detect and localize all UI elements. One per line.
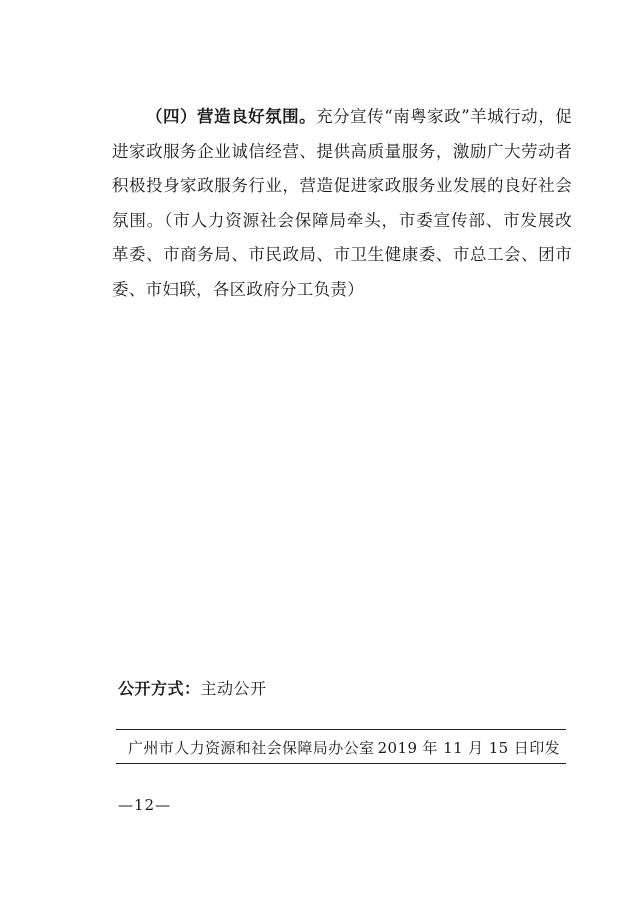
page-number: —12— xyxy=(118,796,172,814)
issuer-line xyxy=(128,737,560,758)
issuer-name: 广州市人力资源和社会保障局办公室 xyxy=(128,739,375,757)
section-heading: （四）营造良好氛围。 xyxy=(146,107,317,126)
disclosure-line xyxy=(118,676,267,699)
issue-date: 2019 年 11 月 15 日印发 xyxy=(377,739,560,757)
disclosure-value: 主动公开 xyxy=(200,679,267,698)
section-paragraph xyxy=(112,100,572,307)
disclosure-label: 公开方式： xyxy=(118,679,201,698)
footer-top-rule xyxy=(116,729,566,730)
section-text: 充分宣传“南粤家政”羊城行动，促进家政服务企业诚信经营、提供高质量服务，激励广大劳动者积极投身家政服务行业，营造促进家政服务业发展的良好社会氛围。（市人力资源社会保障局牵头，市委宣传部、市发展改革委、市商务局、市民政局、市卫生健康委、市总工会、团市委、市妇联，各区政府分工负责） xyxy=(112,107,573,299)
footer-bottom-rule xyxy=(116,763,566,764)
